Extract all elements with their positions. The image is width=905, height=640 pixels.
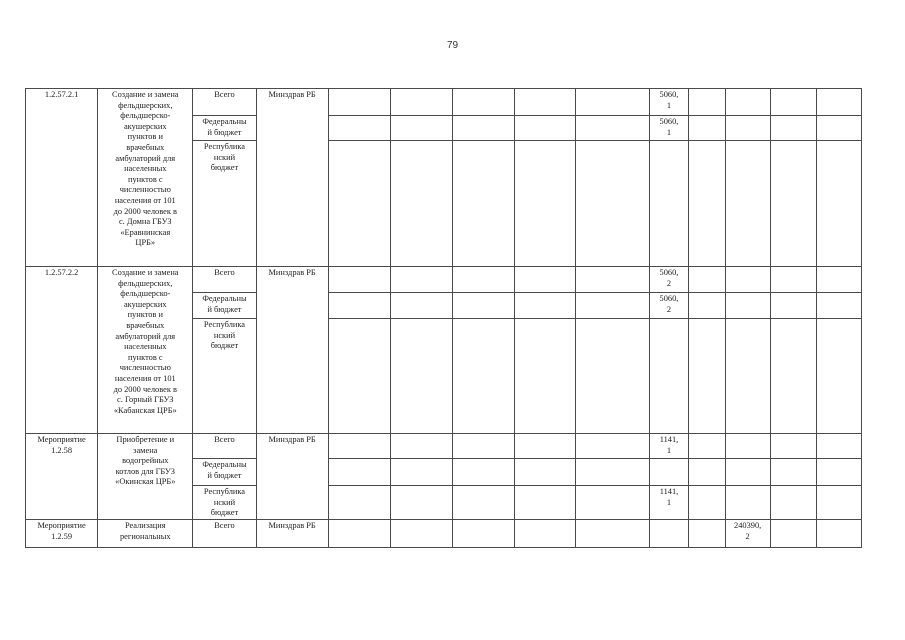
value-cell: 1141, 1 [650,486,688,520]
value-cell [725,267,770,293]
responsible-cell: Минздрав РБ [256,434,328,520]
value-cell [816,319,861,434]
funding-source-cell: Федеральны й бюджет [193,293,256,319]
value-cell [452,520,514,548]
value-cell [770,459,816,486]
value-cell [390,293,452,319]
value-cell [650,520,688,548]
value-cell [688,319,725,434]
value-cell [576,459,650,486]
value-cell [576,319,650,434]
value-cell [328,267,390,293]
value-cell [452,293,514,319]
value-cell [770,89,816,116]
value-cell [452,319,514,434]
activity-code-cell: Мероприятие 1.2.59 [26,520,98,548]
value-cell: 5060, 1 [650,89,688,116]
value-cell [816,267,861,293]
value-cell [576,486,650,520]
value-cell [576,293,650,319]
value-cell: 240390, 2 [725,520,770,548]
value-cell [390,319,452,434]
value-cell [328,141,390,267]
value-cell [328,293,390,319]
funding-source-cell: Всего [193,520,256,548]
value-cell [725,486,770,520]
value-cell [452,486,514,520]
value-cell [328,89,390,116]
value-cell [816,141,861,267]
value-cell [816,89,861,116]
value-cell [688,293,725,319]
activity-name-cell: Реализация региональных [98,520,193,548]
value-cell [650,319,688,434]
funding-source-cell: Федеральны й бюджет [193,116,256,141]
value-cell [816,293,861,319]
value-cell [390,89,452,116]
value-cell: 5060, 1 [650,116,688,141]
value-cell [688,89,725,116]
funding-source-cell: Всего [193,434,256,459]
value-cell [770,486,816,520]
activity-code-cell: Мероприятие 1.2.58 [26,434,98,520]
value-cell [390,459,452,486]
budget-table [25,88,862,548]
value-cell [515,116,576,141]
value-cell [452,89,514,116]
value-cell [688,486,725,520]
funding-source-cell: Республика нский бюджет [193,486,256,520]
value-cell [328,486,390,520]
value-cell [576,520,650,548]
value-cell [576,141,650,267]
value-cell [688,267,725,293]
value-cell [816,486,861,520]
value-cell [770,319,816,434]
value-cell [452,459,514,486]
value-cell [452,141,514,267]
value-cell [515,141,576,267]
value-cell [816,434,861,459]
value-cell [452,434,514,459]
value-cell [390,141,452,267]
value-cell [688,434,725,459]
value-cell [515,293,576,319]
value-cell [390,116,452,141]
table-row [26,434,862,459]
value-cell [515,267,576,293]
funding-source-cell: Федеральны й бюджет [193,459,256,486]
table-row [26,267,862,293]
value-cell [770,267,816,293]
value-cell [770,116,816,141]
value-cell [452,116,514,141]
value-cell [515,89,576,116]
funding-source-cell: Всего [193,267,256,293]
value-cell [328,520,390,548]
value-cell [816,116,861,141]
value-cell [328,319,390,434]
activity-name-cell: Создание и замена фельдшерских, фельдшерско- акушерских пунктов и врачебных амбулаторий для населенных пунктов с численностью населения от 101 до 2000 человек в с. Горный ГБУЗ «Кабанская ЦРБ» [98,267,193,434]
value-cell [688,520,725,548]
value-cell [390,434,452,459]
value-cell: 5060, 2 [650,293,688,319]
value-cell [816,520,861,548]
value-cell [390,520,452,548]
value-cell [576,267,650,293]
activity-code-cell: 1.2.57.2.1 [26,89,98,267]
value-cell [328,434,390,459]
value-cell [770,434,816,459]
table-row [26,520,862,548]
funding-source-cell: Республика нский бюджет [193,319,256,434]
responsible-cell: Минздрав РБ [256,520,328,548]
value-cell [576,89,650,116]
activity-name-cell: Приобретение и замена водогрейных котлов для ГБУЗ «Окинская ЦРБ» [98,434,193,520]
value-cell [725,319,770,434]
value-cell [576,116,650,141]
value-cell [390,267,452,293]
value-cell [515,434,576,459]
value-cell [650,141,688,267]
value-cell [515,486,576,520]
value-cell [725,459,770,486]
page-number: 79 [446,40,459,51]
value-cell [688,141,725,267]
responsible-cell: Минздрав РБ [256,267,328,434]
value-cell [725,141,770,267]
funding-source-cell: Всего [193,89,256,116]
value-cell [688,459,725,486]
value-cell [770,141,816,267]
value-cell [770,520,816,548]
value-cell [650,459,688,486]
value-cell [725,434,770,459]
value-cell [515,319,576,434]
activity-name-cell: Создание и замена фельдшерских, фельдшерско- акушерских пунктов и врачебных амбулаторий для населенных пунктов с численностью населения от 101 до 2000 человек в с. Домна ГБУЗ «Еравнинская ЦРБ» [98,89,193,267]
value-cell [328,116,390,141]
value-cell [725,293,770,319]
value-cell [816,459,861,486]
value-cell [515,459,576,486]
value-cell [390,486,452,520]
funding-source-cell: Республика нский бюджет [193,141,256,267]
value-cell [452,267,514,293]
activity-code-cell: 1.2.57.2.2 [26,267,98,434]
value-cell [770,293,816,319]
value-cell [725,116,770,141]
value-cell [688,116,725,141]
responsible-cell: Минздрав РБ [256,89,328,267]
value-cell [725,89,770,116]
value-cell [576,434,650,459]
value-cell: 5060, 2 [650,267,688,293]
table-row [26,89,862,116]
value-cell [328,459,390,486]
value-cell: 1141, 1 [650,434,688,459]
value-cell [515,520,576,548]
